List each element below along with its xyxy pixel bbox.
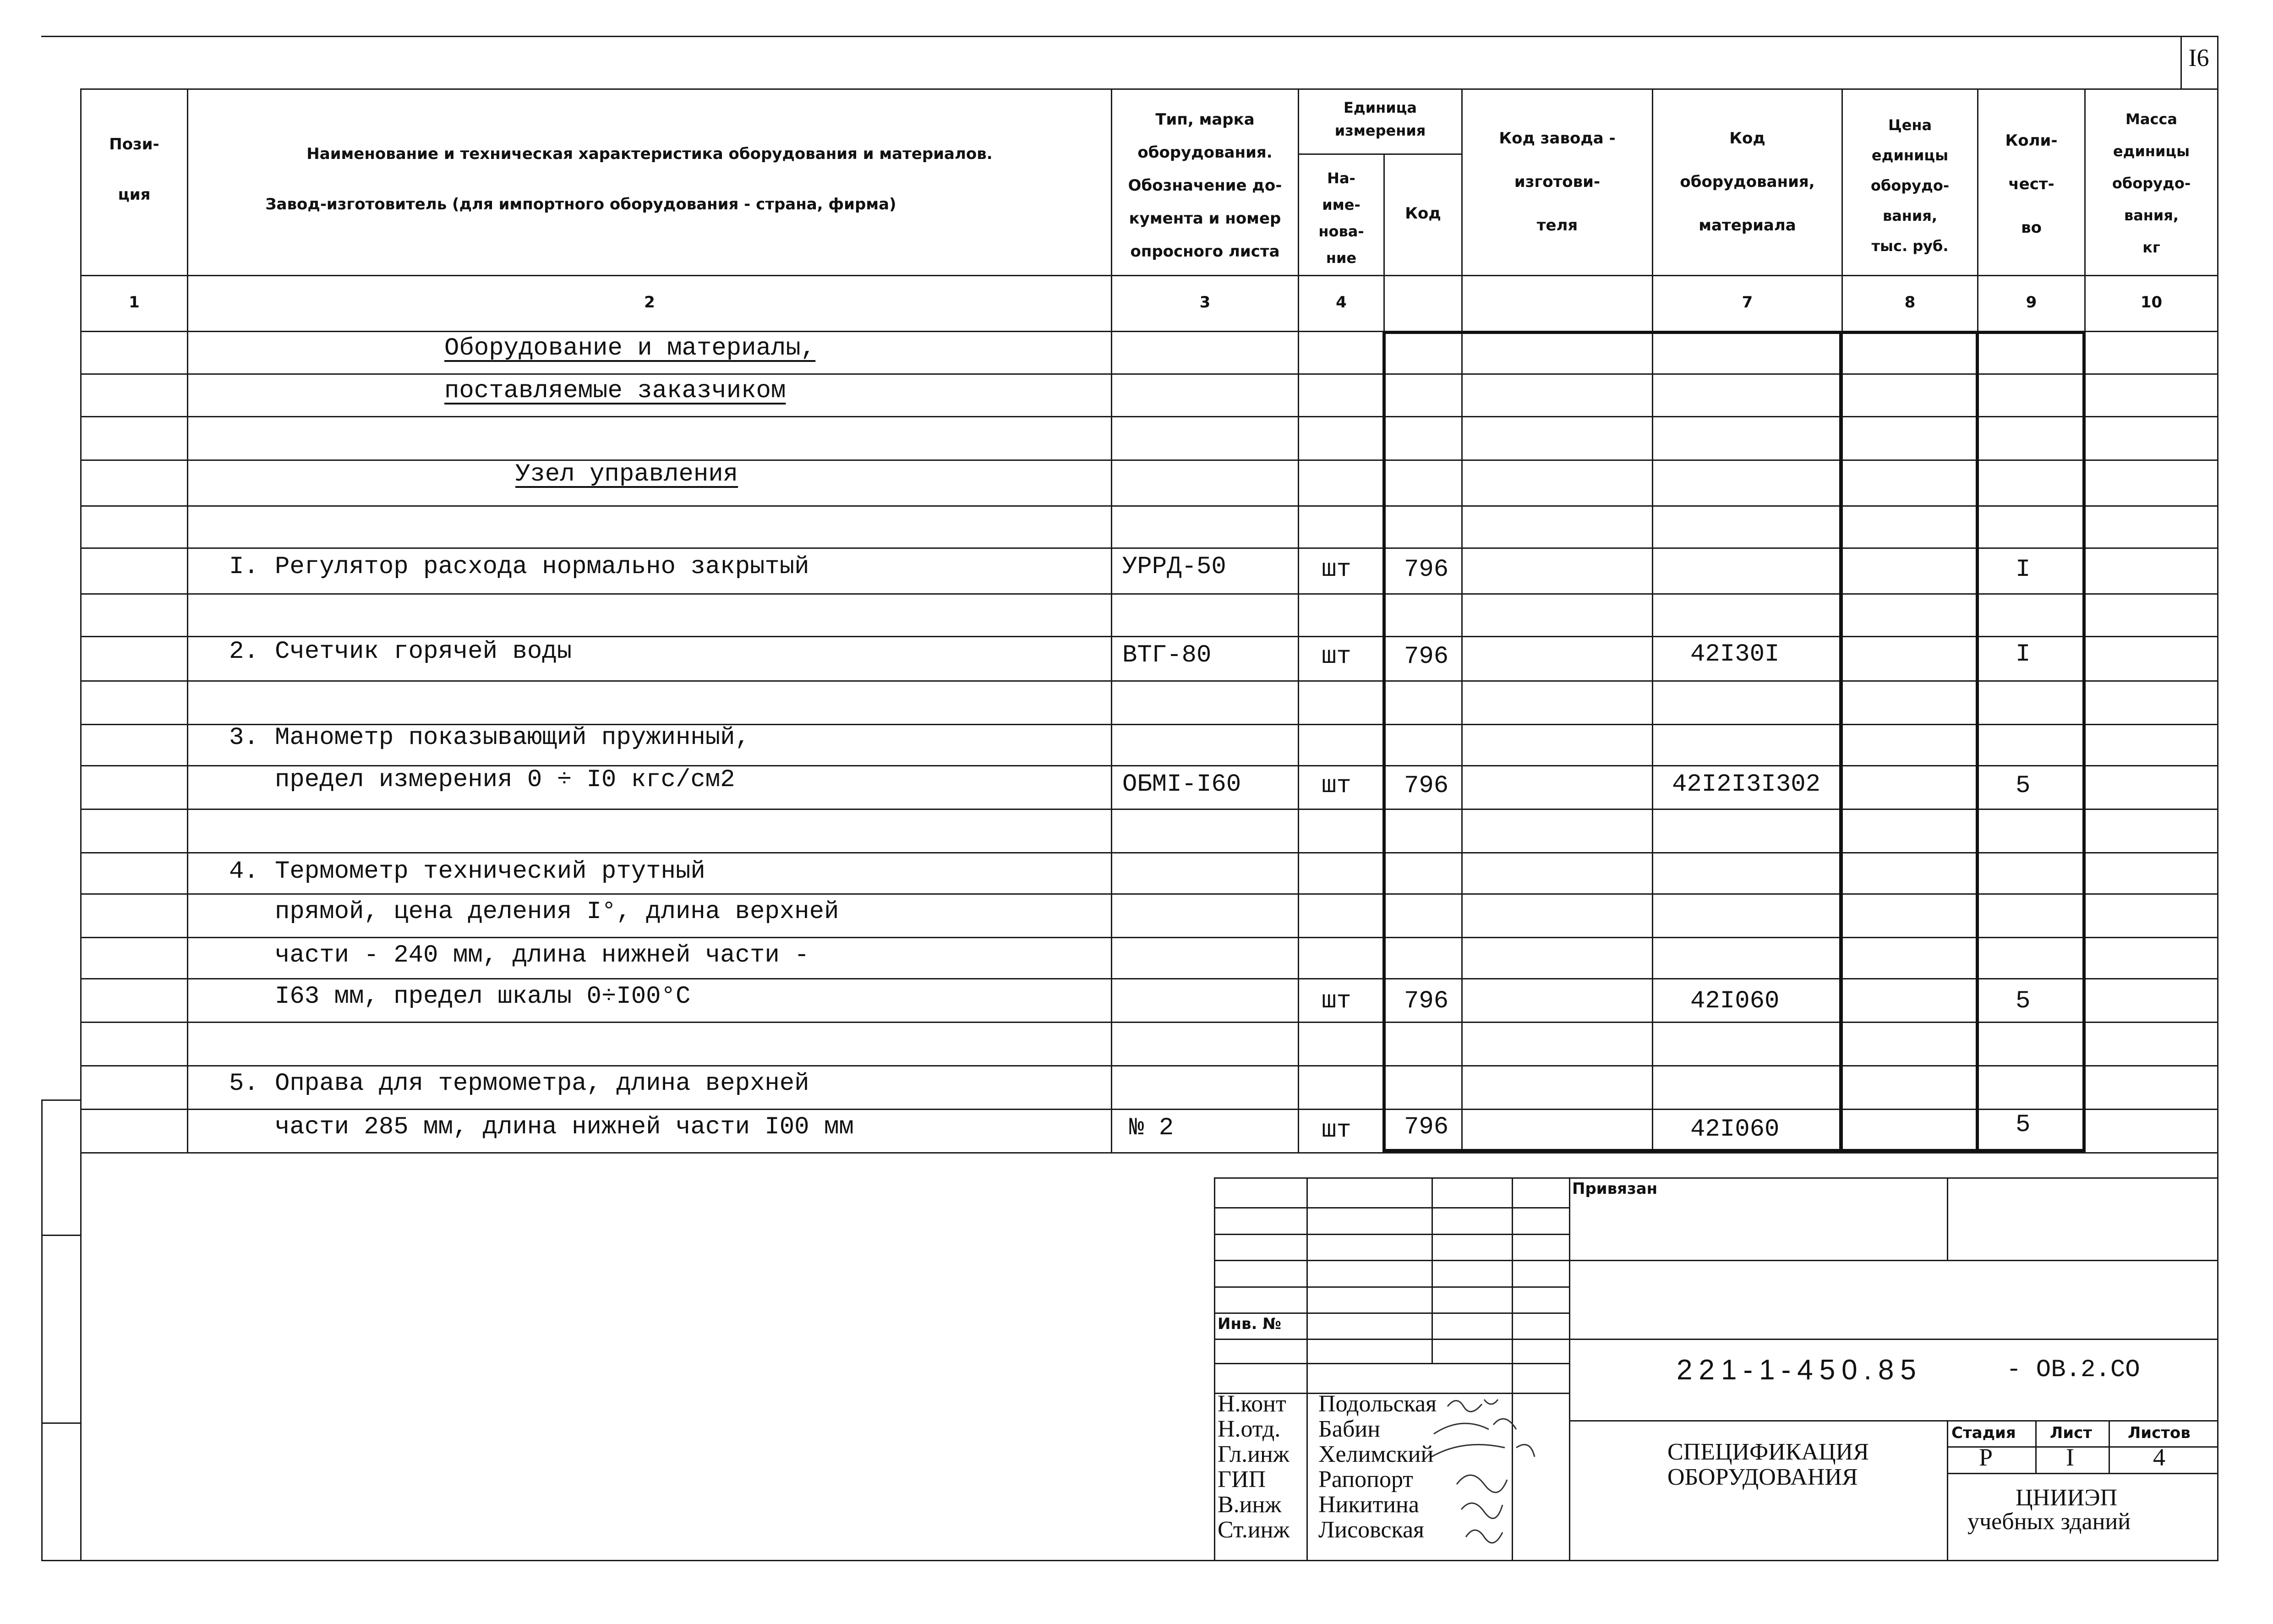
table-row-line: [80, 1065, 2217, 1066]
role-4-name: Рапопорт: [1318, 1466, 1414, 1493]
item-unit: шт: [1322, 772, 1351, 800]
thick-border-bottom: [1383, 1149, 2084, 1152]
section-subtitle: Узел управления: [515, 460, 738, 488]
role-1-name: Подольская: [1318, 1391, 1437, 1417]
role-2-name: Бабин: [1318, 1416, 1381, 1442]
table-row-line: [80, 373, 2217, 375]
header-name-line2: Завод-изготовитель (для импортного оборудования - страна, фирма): [265, 195, 896, 213]
header-name-line1: Наименование и техническая характеристика оборудования и материалов.: [306, 145, 993, 163]
sheet-frame-line: [80, 88, 2217, 90]
role-4: ГИП: [1218, 1466, 1266, 1493]
table-bottom-line: [80, 1152, 2217, 1154]
item-code: 42I2I3I302: [1672, 771, 1821, 798]
colnum-8: 8: [1904, 293, 1916, 312]
section-title-line1: Оборудование и материалы,: [444, 334, 816, 362]
org-line2: учебных зданий: [1967, 1509, 2131, 1535]
item-qty: I: [2016, 556, 2031, 584]
header-code: Код оборудования, материала: [1680, 129, 1815, 235]
item-pos: 2.: [229, 638, 259, 666]
colnum-2: 2: [644, 293, 655, 312]
signatures: [1429, 1388, 1567, 1558]
header-unit-name: На- име- нова- ние: [1318, 170, 1364, 267]
sheets-label: Листов: [2128, 1424, 2191, 1442]
header-unit: Единица измерения: [1334, 99, 1426, 139]
header-price: Цена единицы оборудо- вания, тыс. руб.: [1870, 116, 1950, 255]
doc-code-left: 221-1-450.85: [1677, 1354, 1923, 1386]
item-qty: I: [2016, 640, 2031, 668]
item-unit: шт: [1322, 1116, 1351, 1144]
item-pos: I.: [229, 553, 259, 581]
role-3-name: Хелимский: [1318, 1441, 1434, 1467]
item-type: УРРД-50: [1122, 553, 1226, 581]
col-line: [1652, 88, 1653, 1152]
tb-line: [1214, 1207, 1569, 1208]
item-name-cont: предел измерения 0 ÷ I0 кгс/см2: [275, 766, 735, 794]
tb-line: [1569, 1177, 1570, 1560]
item-name-cont: части 285 мм, длина нижней части I00 мм: [275, 1113, 854, 1141]
item-unit: шт: [1322, 987, 1351, 1015]
tb-line: [1214, 1177, 2217, 1179]
item-pos: 3.: [229, 724, 259, 752]
table-row-line: [80, 680, 2217, 682]
bottom-frame-line: [41, 1560, 2218, 1561]
item-unit-code: 796: [1404, 987, 1449, 1015]
inv-no-label: Инв. №: [1218, 1315, 1282, 1333]
item-name: Термометр технический ртутный: [275, 858, 705, 886]
item-type: № 2: [1129, 1114, 1174, 1142]
table-row-line: [80, 593, 2217, 595]
header-qty: Коли- чест- во: [2005, 131, 2058, 237]
item-name: Регулятор расхода нормально закрытый: [275, 553, 809, 581]
header-pos: Пози- ция: [109, 135, 159, 204]
table-row-line: [80, 1109, 2217, 1110]
item-unit-code: 796: [1404, 1113, 1449, 1141]
thick-border-left: [1382, 331, 1386, 1152]
colnum-4: 4: [1336, 293, 1347, 312]
sheets-value: 4: [2153, 1444, 2165, 1471]
table-row-line: [80, 636, 2217, 637]
colnum-9: 9: [2026, 293, 2037, 312]
table-row-line: [80, 978, 2217, 979]
colnum-3: 3: [1199, 293, 1211, 312]
role-5: В.инж: [1218, 1492, 1282, 1518]
table-row-line: [80, 852, 2217, 853]
tb-line: [1214, 1234, 1569, 1235]
item-pos: 5.: [229, 1070, 259, 1098]
tb-line: [1214, 1260, 2217, 1261]
sheet-value: I: [2066, 1444, 2074, 1471]
table-row-line: [80, 937, 2217, 938]
item-code: 42I30I: [1690, 640, 1780, 668]
tb-line: [1947, 1420, 1948, 1560]
col-line: [1461, 88, 1463, 1152]
binding-strip-row: [41, 1099, 82, 1101]
table-row-line: [80, 547, 2217, 549]
item-name-cont: I63 мм, предел шкалы 0÷I00°С: [275, 983, 691, 1011]
stage-label: Стадия: [1951, 1424, 2016, 1442]
item-name-cont: части - 240 мм, длина нижней части -: [275, 941, 809, 969]
binding-strip-row: [41, 1422, 82, 1424]
item-qty: 5: [2016, 1111, 2031, 1139]
item-code: 42I060: [1690, 987, 1780, 1015]
col-line: [187, 88, 188, 1152]
tb-line: [1214, 1312, 1569, 1314]
role-3: Гл.инж: [1218, 1441, 1289, 1467]
thick-border-mid: [1839, 331, 1842, 1152]
privyazan-label: Привязан: [1572, 1180, 1658, 1198]
header-bottom-line: [80, 275, 2217, 276]
top-frame-line: [41, 36, 2217, 37]
tb-line: [1432, 1177, 1433, 1363]
org-line1: ЦНИИЭП: [2016, 1485, 2118, 1511]
item-unit-code: 796: [1404, 643, 1449, 671]
doc-code-right: - ОВ.2.СО: [2006, 1356, 2140, 1384]
col-line: [1383, 153, 1385, 332]
table-row-line: [80, 1022, 2217, 1023]
thick-border-right: [2082, 331, 2086, 1152]
item-name: Манометр показывающий пружинный,: [275, 724, 750, 752]
header-type: Тип, марка оборудования. Обозначение до- кумента и номер опросного листа: [1128, 110, 1282, 261]
role-5-name: Никитина: [1318, 1492, 1419, 1518]
section-title-line2: поставляемые заказчиком: [444, 377, 786, 405]
doc-title-line2: ОБОРУДОВАНИЯ: [1667, 1464, 1858, 1490]
binding-strip-row: [41, 1235, 82, 1236]
thick-border-mid: [1976, 331, 1979, 1152]
role-6-name: Лисовская: [1318, 1517, 1424, 1543]
table-row-line: [80, 416, 2217, 417]
item-name: Счетчик горячей воды: [275, 638, 572, 666]
item-qty: 5: [2016, 772, 2031, 800]
item-name-cont: прямой, цена деления I°, длина верхней: [275, 898, 839, 926]
item-unit-code: 796: [1404, 556, 1449, 584]
tb-line: [1214, 1286, 1569, 1288]
table-row-line: [80, 505, 2217, 507]
item-unit: шт: [1322, 556, 1351, 584]
sheet-label: Лист: [2050, 1424, 2092, 1442]
header-mass: Масса единицы оборудо- вания, кг: [2112, 110, 2191, 256]
role-1: Н.конт: [1218, 1391, 1286, 1417]
colnum-10: 10: [2140, 293, 2163, 312]
item-name: Оправа для термометра, длина верхней: [275, 1070, 809, 1098]
tb-line: [1214, 1363, 1569, 1364]
item-qty: 5: [2016, 987, 2031, 1015]
role-2: Н.отд.: [1218, 1416, 1281, 1442]
binding-strip-line: [41, 1099, 43, 1560]
tb-line: [1947, 1473, 2217, 1474]
tb-line: [1214, 1339, 2217, 1340]
table-row-line: [80, 459, 2217, 461]
right-frame-line: [2217, 36, 2218, 1561]
header-factory: Код завода - изготови- теля: [1499, 129, 1616, 235]
item-type: ВТГ-80: [1122, 641, 1212, 669]
item-type: ОБМI-I60: [1122, 771, 1241, 798]
table-row-line: [80, 893, 2217, 895]
item-unit: шт: [1322, 643, 1351, 671]
unit-split-line: [1298, 153, 1461, 155]
item-unit-code: 796: [1404, 772, 1449, 800]
tb-line: [1947, 1177, 1948, 1260]
table-row-line: [80, 809, 2217, 810]
colnum-1: 1: [129, 293, 140, 312]
thick-border-top: [1383, 331, 2084, 334]
header-unit-code: Код: [1405, 204, 1441, 223]
item-code: 42I060: [1690, 1115, 1780, 1143]
role-6: Ст.инж: [1218, 1517, 1290, 1543]
sheet-number: I6: [2188, 44, 2209, 71]
item-pos: 4.: [229, 858, 259, 886]
colnum-7: 7: [1742, 293, 1753, 312]
tb-line: [1569, 1420, 2217, 1422]
stage-value: Р: [1979, 1444, 1993, 1471]
doc-title-line1: СПЕЦИФИКАЦИЯ: [1667, 1439, 1869, 1465]
